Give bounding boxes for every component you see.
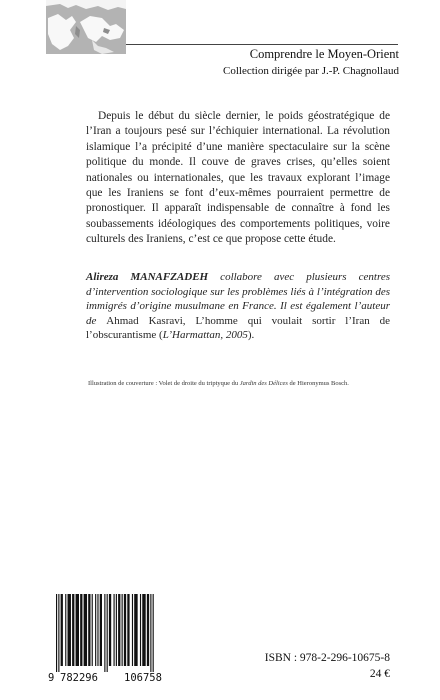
cover-illustration-credit bbox=[88, 380, 408, 388]
author-bio-text-2: ( bbox=[156, 329, 163, 342]
barcode-bar bbox=[122, 594, 123, 666]
barcode-bar bbox=[127, 594, 129, 666]
credit-suffix: de Hieronymus Bosch. bbox=[287, 380, 349, 387]
barcode-bar bbox=[61, 594, 63, 666]
author-bio bbox=[86, 270, 390, 343]
author-bio-text-1: collabore avec plusieurs centres d’intervention sociologique sur les problèmes liés à l’intégration des immigrés d’origine musulmane en France. Il est également l’auteur de bbox=[86, 271, 390, 327]
barcode-lead-digit: 9 bbox=[48, 672, 55, 684]
author-publisher: L’Harmattan, 2005 bbox=[162, 329, 248, 342]
barcode-bar bbox=[107, 594, 108, 672]
barcode-bar bbox=[140, 594, 141, 666]
barcode-bar bbox=[142, 594, 145, 666]
barcode-group-2: 106758 bbox=[124, 672, 162, 684]
credit-work: Jardin des Délices bbox=[239, 380, 288, 387]
barcode-bar bbox=[100, 594, 102, 666]
barcode-bar bbox=[132, 594, 133, 666]
barcode-bar bbox=[150, 594, 151, 672]
book-blurb: Depuis le début du siècle dernier, le poids géostratégique de l’Iran a toujours pesé sur l’échiquier international. La révolution islamique l’a précipité d’une manière spectaculaire sur la scène politique du monde. Il couve de graves crises, qu’elles soient nationales ou internationales, que les travaux explorant l’image que les Iraniens se font d’eux-mêmes pourraient permettre de pronostiquer. Il apparaît indispensable de connaître à fond les soubassements idéologiques des comportements politiques, voire culturels des Iraniens, c’est ce que propose cette étude. bbox=[86, 110, 390, 246]
barcode-bar bbox=[65, 594, 66, 666]
barcode-bar bbox=[116, 594, 117, 666]
header-rule bbox=[126, 44, 398, 45]
series-title: Comprendre le Moyen-Orient bbox=[249, 47, 399, 61]
barcode-bar bbox=[114, 594, 115, 666]
ean-barcode bbox=[48, 594, 188, 672]
barcode-bar bbox=[92, 594, 93, 666]
barcode-bar bbox=[56, 594, 57, 672]
series-director: Collection dirigée par J.-P. Chagnollaud bbox=[223, 65, 399, 77]
barcode-bar bbox=[153, 594, 154, 672]
author-bio-text-3: ). bbox=[247, 329, 255, 342]
barcode-bar bbox=[68, 594, 71, 666]
barcode-bar bbox=[147, 594, 149, 666]
price: 24 € bbox=[369, 668, 390, 680]
barcode-bar bbox=[97, 594, 98, 666]
barcode-group-1: 782296 bbox=[60, 672, 98, 684]
author-previous-book: Ahmad Kasravi, L’homme qui voulait sortir l’Iran de l’obscurantisme bbox=[86, 314, 390, 342]
middle-east-map-logo bbox=[46, 0, 126, 54]
isbn-number: ISBN : 978-2-296-10675-8 bbox=[264, 652, 390, 664]
barcode-bar bbox=[80, 594, 82, 666]
barcode-bar bbox=[104, 594, 105, 672]
barcode-bar bbox=[118, 594, 120, 666]
barcode-bar bbox=[76, 594, 79, 666]
credit-prefix: Illustration de couverture : Volet de droite du triptyque du bbox=[88, 380, 240, 387]
author-name: Alireza MANAFZADEH bbox=[86, 271, 209, 283]
barcode-bar bbox=[72, 594, 74, 666]
barcode-bar bbox=[88, 594, 90, 666]
barcode-bar bbox=[58, 594, 59, 672]
barcode-bar bbox=[134, 594, 137, 666]
barcode-bar bbox=[109, 594, 111, 666]
barcode-bar bbox=[124, 594, 126, 666]
barcode-bar bbox=[95, 594, 96, 666]
barcode-bar bbox=[84, 594, 87, 666]
